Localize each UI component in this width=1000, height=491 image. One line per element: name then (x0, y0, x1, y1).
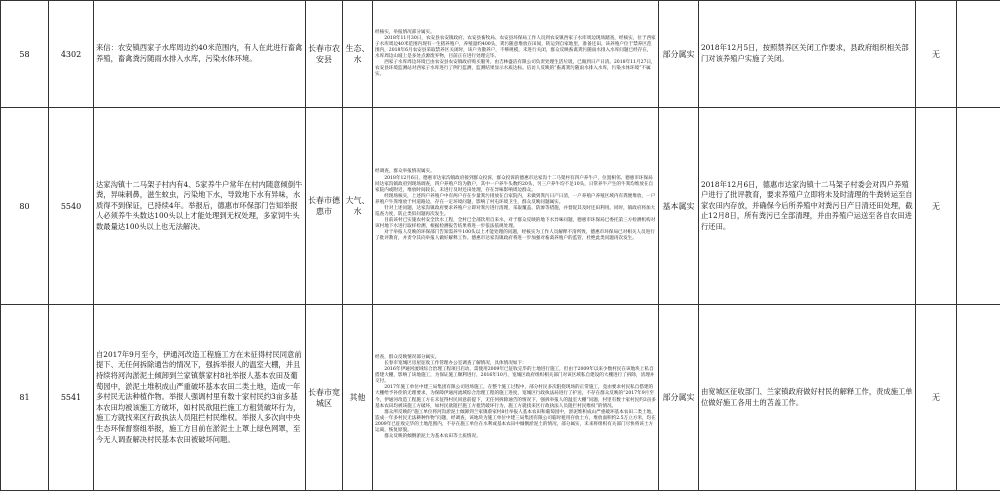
detail-paragraph: 针对上述问题，达家沟镇政府要求养殖户立即对粪污进行清理，采取覆盖、防渗等措施，并督促其及时还田利用。同时，镇政府将加大巡查力度，防止类似问题再次发生。 (375, 206, 656, 218)
handling-action: 由宽城区征收部门、兰家镇政府做好村民的解释工作，责成施工单位做好施工各用土的苫盖工作。 (699, 305, 916, 491)
detail-paragraph: 群众反映的倾倒淤泥土为基本农田等土质情况。 (375, 434, 656, 440)
complaint-text: 达家沟镇十二马架子村内有4、5家养牛户常年在村内随意倾倒牛粪，异味刺鼻，滋生蚊虫，污染地下水，导致地下水有异味，水质得不到保证，已持续4年。举报后，德惠市环保部门告知举报人必须养牛头数达100头以上才能处理到无权处理，多家饲牛头数最量达100头以上也无法解决。 (94, 108, 306, 305)
detail-paragraph: 经现场核实，上述四户养殖户中有两户存在少量粪污排放在自家院内，未做到粪污日产日清，一户养殖户养殖区域内有粪便堆放，一户养殖户牛粪堆放于村道路边，存在一定环境问题，影响了村屯环境卫生，群众反映问题属实。 (375, 194, 656, 206)
detail-paragraph: 经调查，群众举报情况属实。 (375, 169, 656, 175)
case-number: 5541 (49, 305, 94, 491)
detail-paragraph: 2016年伊通河流域综合治理工程项目启动，需使用2009年已征收完毕的土地进行施工，但由于2009年以来少数村民在该地块上私自搭建大棚，影响了该地施工，为保证施工顺利进行，2016年10月，宽城区政府组织相关部门对该区域私自建设的大棚进行了拆除，清理并交付。 (375, 367, 656, 385)
table-row (1, 108, 1000, 305)
detail-paragraph: 经查，群众反映情况部分属实。 (375, 355, 656, 361)
region: 长春市宽城区 (306, 305, 343, 491)
region: 长春市德惠市 (306, 108, 343, 305)
accountability-result: 无 (916, 305, 957, 491)
note-cell (957, 108, 1000, 305)
row-index: 81 (1, 305, 49, 491)
detail-paragraph: 目前该村已实施农村安全饮水工程，全村已全部饮用自来水，对于群众反映的地下水异味问题，德惠市环保局已委托第三方检测机构对该村地下水进行取样检测，根据检测报告结果将进一步依法依规处理。 (375, 218, 656, 230)
accountability-result: 无 (916, 1, 957, 108)
row-index: 80 (1, 108, 49, 305)
detail-paragraph: 2017年施工单位中建三局集团有限公司进场施工，在整个施工过程中，部分村民多次阻挠现场的正常施工，竟由要求村民私自搭建的大棚给予补偿的无理要求，为保障伊通河流域综合治理工程的施工进度，宽城区行政执法局进行了护送，不存在群众反映的“2017年9月至今，伊通河改造工程施工方在未征得村民同意前提下，无任何拆除通告的情况下，强拆举报人的温室大棚”问题，村里有数十家村民约3亩多基本农田均被该施工方破坏，如村民欲阻拦施工方租赁破坏行为，施工方就找来区行政执法人员阻拦村民维权”的情况。 (375, 385, 656, 409)
region: 长春市农安县 (306, 1, 343, 108)
complaint-text: 自2017年9月至今，伊通河改造工程施工方在未征得村民同意前提下、无任何拆除通告的情况下，强拆举报人的温室大棚，并且持续将河沟淤泥土倾卸到兰家镇蔡家村8社举报人基本农田及葡萄园中，淤泥土堆积成山严重破坏基本农田二类土地，造成一年多村民无法种植作物。举报人强调村里有数十家村民约3亩多基本农田均被该施工方破坏，如村民欲阻拦施工方租赁破坏行为，施工方就找来区行政执法人员阻拦村民维权。举报人多次向中央生态环保督察组举报，施工方目前在淤泥土上罩上绿色网罩，至今无人调查解决村民基本农田被破坏问题。 (94, 305, 306, 491)
table-row (1, 1, 1000, 108)
detail-paragraph: 群众所反映的“施工单位将河沟淤泥土倾卸到兰家镇蔡家村8社举报人基本农田和葡萄园中，淤泥堆积成山严重破坏基本农田二类土地，造成一年多村民无法耕种作物”问题，经调查，该地块为施工单位中建三局集团有限公司临时租用存放土方，堆放面积约2.5万立方米，均在2009年已征收完毕的土地范围内，不存在施工单位在水利或基本农田中倾倒淤泥土的情况，部分属实，未来将组织有关部门尽快将该土方运离，恢复原貌。 (375, 410, 656, 434)
pollution-category: 其他 (343, 305, 373, 491)
row-index: 58 (1, 1, 49, 108)
note-cell (957, 1, 1000, 108)
case-number: 4302 (49, 1, 94, 108)
investigation-detail (373, 1, 659, 108)
note-cell (957, 305, 1000, 491)
pollution-category: 大气、水 (343, 108, 373, 305)
detail-paragraph: 2018年12月6日，德惠市达家沟镇政府接到群众投诉，群众投诉的德惠市达家沟十二马架村有四户养牛户，位置相邻。德惠市环保局同达家沟镇政府到现场调查，四户养殖户均为散户，其中一户养牛头数约20头，另三户养牛均不足10头，日常养牛产生的牛粪均堆放在自家院内或附近，堆放时间较长，未进行及时还田处理，存在异味影响周边群众。 (375, 176, 656, 194)
complaint-text: 来信：农安镇西家子水库周边约40米范围内，有人在此进行畜禽养殖，畜禽粪污随雨水排入水库，污染水体环境。 (94, 1, 306, 108)
handling-action: 2018年12月6日，德惠市达家沟镇十二马架子村委会对四户养殖户进行了批评教育，要求养殖户立即将未及时清理的牛粪转运至自家农田内存放，并确保今后所养殖中对粪污日产日清还田处理，截止12月8日，所有粪污已全部清理，并由养殖户运送至各自农田进行还田。 (699, 108, 916, 305)
case-number: 5540 (49, 108, 94, 305)
verdict: 部分属实 (659, 1, 699, 108)
detail-paragraph: 西家子水库周边环境已由农安县农安镇政府购买服务，由吉林盛洁有限公司负责处理生活垃圾，已做到日产日清。2018年11月27日，农安县环境监测站对西家子水库进行了例行监测，监测结果显示水质达标。信访人反映的“畜禽粪污随雨水排入水库，污染水体环境”不属实。 (375, 60, 656, 78)
pollution-category: 生态、水 (343, 1, 373, 108)
detail-paragraph: 长春市宽城区房屋征收工作管理办公室调查了解情况，具体情况如下： (375, 361, 656, 367)
verdict: 部分属实 (659, 305, 699, 491)
detail-paragraph: 经核实，举报情况部分属实。 (375, 30, 656, 36)
investigation-detail (373, 305, 659, 491)
detail-paragraph: 2018年11月30日，农安县农安镇政府、农安县畜牧局、农安县环保局工作人员到农安镇西家子水库周边现场踏查，经核实，位于西家子水库周边40米范围内现有一生猪养殖户，养殖量约400头，粪污随意堆放在田间，转运到自家地里，准备还田。该养殖户位于禁养区范围内，2018年6月农安县采取禁养区关闭时，该户为散养户，不够规模，未进行关闭，群众反映畜禽粪污随雨水排入水库问题已经存在，水库周边山坡上是多处点源废弃物，目前正在进行处理完毕。 (375, 36, 656, 60)
detail-paragraph: 对于举报人反映的环保部门告知需养牛100头以上才能处理的问题，经核实为工作人员解释不清所致，德惠市环保局已对相关人员进行了批评教育，并责令其向举报人做好解释工作。德惠市达家沟镇政府将进一步加强对畜禽养殖户的监管，杜绝此类问题再次发生。 (375, 230, 656, 242)
investigation-detail (373, 108, 659, 305)
verdict: 基本属实 (659, 108, 699, 305)
table-row (1, 305, 1000, 491)
accountability-result: 无 (916, 108, 957, 305)
handling-action: 2018年12月5日，按照禁养区关闭工作要求，县政府组织相关部门对该养殖户实施了关闭。 (699, 1, 916, 108)
